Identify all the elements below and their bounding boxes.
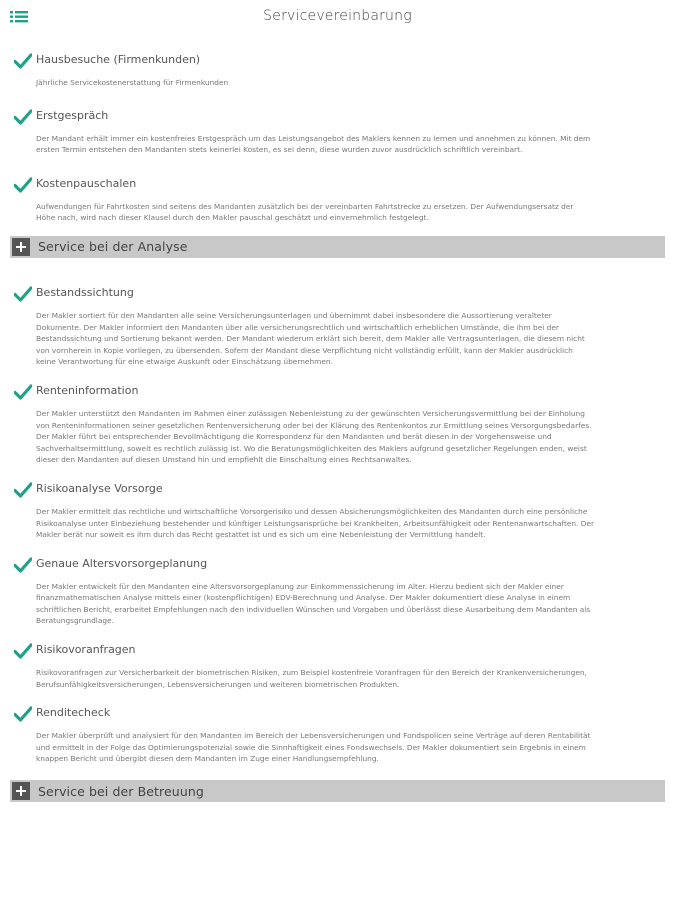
desc-line: Der Makler ermittelt das rechtliche und wirtschaftliche Vorsorgerisiko und dessen Absicherungsmöglichkeiten des Mandanten durch eine persönliche <box>36 506 588 516</box>
desc-line: Jährliche Servicekostenerstattung für Firmenkunden <box>36 78 229 87</box>
desc-line: dieser den Mandanten auf diesen Umstand hin und empfiehlt die Einschaltung eines Rechtsanwaltes. <box>36 455 412 465</box>
plus-icon[interactable] <box>12 782 30 800</box>
section-label: Service bei der Betreuung <box>38 783 204 799</box>
checkmark-icon <box>14 109 32 125</box>
service-item-renteninformation <box>0 383 675 466</box>
desc-line: Risikovoranfragen zur Versicherbarkeit der biometrischen Risiken, zum Beispiel kostenfreie Voranfragen für den Bereich der Krankenversicherungen, <box>36 668 587 678</box>
desc-line: von Renteninformationen seiner gesetzlichen Rentenversicherung oder bei der Klärung des Rentenkontos zur Ermittlung seines Versorgungsbedarfes. <box>36 420 592 430</box>
checkmark-icon <box>14 384 32 400</box>
top-bar <box>0 0 675 36</box>
desc-line: Beratungsgrundlage. <box>36 616 114 626</box>
plus-icon[interactable] <box>12 238 30 256</box>
desc-line: Der Mandant erhält immer ein kostenfreies Erstgespräch um das Leistungsangebot des Maklers kennen zu lernen und annehmen zu können. Mit dem <box>36 133 591 143</box>
desc-line: ersten Termin entstehen den Mandanten stets keinerlei Kosten, es sei denn, diese wurden zuvor ausdrücklich schriftlich vereinbart. <box>36 145 523 155</box>
item-title: Hausbesuche (Firmenkunden) <box>36 53 201 66</box>
item-description <box>36 77 661 89</box>
service-item-altersvorsorge <box>0 556 675 627</box>
desc-line: Berufsunfähigkeitsversicherungen, Lebensversicherungen und weiteren biometrischen Produkten. <box>36 679 400 689</box>
service-item-renditecheck <box>0 705 675 765</box>
service-item-erstgespraech <box>0 108 675 156</box>
item-title: Kostenpauschalen <box>36 176 137 190</box>
desc-line: finanzmathematischen Analyse mittels einer (kostenpflichtigen) EDV-Berechnung und Analyse. Der Makler dokumentiert diese Analyse in einem <box>36 593 571 603</box>
desc-line: von vornherein in Kopie vorliegen, zu übersenden. Sofern der Mandant diese Verpflichtung nicht vollständig erfüllt, kann der Makler ausdrücklich <box>36 345 573 355</box>
item-description <box>36 581 661 627</box>
checkmark-icon <box>14 557 32 573</box>
section-label: Service bei der Analyse <box>38 239 188 255</box>
desc-line: knappen Bericht und übergibt diesen dem Mandanten im Zuge einer Handlungsempfehlung. <box>36 754 379 764</box>
checkmark-icon <box>14 706 32 722</box>
desc-line: Höhe nach, wird nach dieser Klausel durch den Makler pauschal geschätzt und einvernehmlich festgelegt. <box>36 213 429 223</box>
desc-line: Der Makler sortiert für den Mandanten alle seine Versicherungsunterlagen und übernimmt dabei insbesondere die Aussortierung veralteter <box>36 310 552 320</box>
desc-line: und ermittelt in der Folge das Optimierungspotenzial sowie die Sinnhaftigkeit eines Fondswechsels. Der Makler dokumentiert sein Ergebnis in einem <box>36 742 586 752</box>
checkmark-icon <box>14 286 32 302</box>
service-item-risikovoranfragen <box>0 642 675 690</box>
item-title: Risikovoranfragen <box>36 643 136 657</box>
item-title: Renditecheck <box>36 706 111 720</box>
item-description <box>36 408 661 466</box>
desc-line: keine Verantwortung für eine etwaige Auskunft oder Einschätzung übernehmen. <box>36 357 333 367</box>
item-description <box>36 730 661 765</box>
checkmark-icon <box>14 53 32 69</box>
section-header-analyse[interactable] <box>10 236 665 258</box>
page-title: Servicevereinbarung <box>263 8 412 24</box>
section-header-betreuung[interactable] <box>10 780 665 802</box>
item-title: Erstgespräch <box>36 108 109 122</box>
item-description <box>36 667 661 690</box>
desc-line: Der Makler führt bei entsprechender Bevollmächtigung die Korrespondenz für den Mandanten und berät diesen in der Vorgehensweise und <box>36 432 552 442</box>
service-item-bestandssichtung <box>0 285 675 368</box>
desc-line: schriftlichen Bericht, erarbeitet Empfehlungen nach den individuellen Wünschen und Vorgaben und überlässt diese Ausarbeitung dem Mandanten als <box>36 604 591 614</box>
item-description <box>36 133 661 156</box>
service-item-risikoanalyse <box>0 481 675 541</box>
desc-line: Makler berät nur soweit es ihm durch das Recht gestattet ist und es sich um eine Nebenleistung der Vermittlung handelt. <box>36 530 486 540</box>
checkmark-icon <box>14 177 32 193</box>
desc-line: Der Makler entwickelt für den Mandanten eine Altersvorsorgeplanung zur Einkommenssicherung im Alter. Hierzu bedient sich der Makler einer <box>36 581 564 591</box>
service-item-hausbesuche <box>0 52 675 89</box>
service-list <box>0 44 675 802</box>
desc-line: Risikoanalyse unter Einbeziehung bestehender und künftiger Leistungsansprüche bei Krankheiten, Arbeitsunfähigkeit oder Rentenanwartschaften. Der <box>36 518 595 528</box>
desc-line: Sachverhaltsermittlung, soweit es rechtlich zulässig ist. Wo die Beratungsmöglichkeiten des Maklers aufgrund gesetzlicher Regelungen enden, weist <box>36 443 587 453</box>
desc-line: Dokumente. Der Makler informiert den Mandanten über alle versicherungsrechtlich und wirtschaftlich erheblichen Umstände, die ihm bei der <box>36 322 559 332</box>
item-description <box>36 310 661 368</box>
desc-line: Der Makler unterstützt den Mandanten im Rahmen einer zulässigen Nebenleistung zu der gewünschten Versicherungsvermittlung bei der Einholung <box>36 408 585 418</box>
desc-line: Aufwendungen für Fahrtkosten sind seitens des Mandanten zusätzlich bei der vereinbarten Fahrtstrecke zu ersetzen. Der Aufwendungsersatz der <box>36 201 574 211</box>
item-title: Genaue Altersvorsorgeplanung <box>36 556 208 570</box>
item-description <box>36 201 661 224</box>
checkmark-icon <box>14 643 32 659</box>
desc-line: Der Makler überprüft und analysiert für den Mandanten im Bereich der Lebensversicherungen und Fondspolicen seine Verträge auf deren Rentabilität <box>36 731 591 741</box>
item-title: Risikoanalyse Vorsorge <box>36 481 163 495</box>
item-title: Renteninformation <box>36 383 139 397</box>
checkmark-icon <box>14 482 32 498</box>
item-description <box>36 506 661 541</box>
desc-line: Bestandssichtung und Sortierung bekannt werden. Der Mandant wiederum erklärt sich bereit, dem Makler alle Vertragsunterlagen, die diesem nicht <box>36 334 585 344</box>
service-item-kostenpauschalen <box>0 176 675 224</box>
item-title: Bestandssichtung <box>36 285 134 299</box>
